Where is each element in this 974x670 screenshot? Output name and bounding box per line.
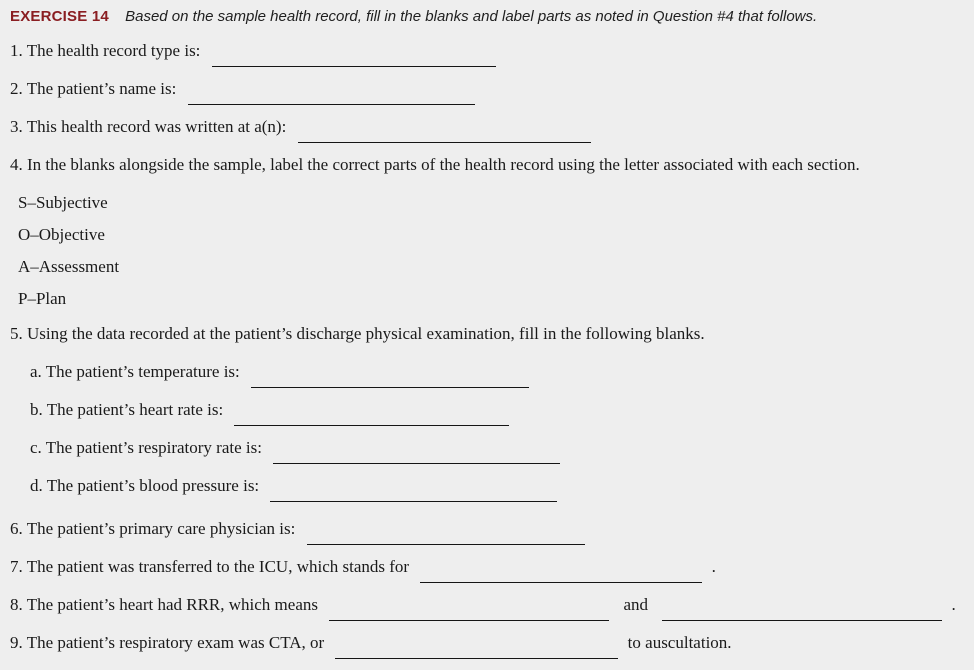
question-4 bbox=[10, 154, 964, 176]
question-3-text: 3. This health record was written at a(n): bbox=[10, 117, 287, 136]
question-5c bbox=[30, 437, 964, 459]
question-2 bbox=[10, 78, 964, 100]
question-5b bbox=[30, 399, 964, 421]
question-6-text: 6. The patient’s primary care physician is: bbox=[10, 519, 296, 538]
question-3 bbox=[10, 116, 964, 138]
question-8-suffix: . bbox=[951, 595, 956, 614]
question-3-answer-blank[interactable] bbox=[298, 128, 591, 143]
question-8-middle-text: and bbox=[623, 595, 649, 614]
question-1-text: 1. The health record type is: bbox=[10, 41, 201, 60]
question-9-text: 9. The patient’s respiratory exam was CTA, or bbox=[10, 633, 325, 652]
question-5-subitems bbox=[10, 361, 964, 497]
exercise-instructions: Based on the sample health record, fill in the blanks and label parts as noted in Question #4 that follows. bbox=[125, 8, 818, 25]
question-5d-answer-blank[interactable] bbox=[270, 487, 557, 502]
question-2-text: 2. The patient’s name is: bbox=[10, 79, 177, 98]
soap-key-objective: O–Objective bbox=[18, 225, 105, 244]
exercise-header bbox=[10, 7, 964, 27]
soap-key-plan: P–Plan bbox=[18, 289, 67, 308]
question-9 bbox=[10, 632, 964, 654]
question-7-text: 7. The patient was transferred to the ICU, which stands for bbox=[10, 557, 410, 576]
question-8 bbox=[10, 594, 964, 616]
question-5-text: 5. Using the data recorded at the patient’s discharge physical examination, fill in the following blanks. bbox=[10, 324, 705, 343]
soap-key-list bbox=[10, 192, 964, 310]
question-5c-text: c. The patient’s respiratory rate is: bbox=[30, 438, 262, 457]
soap-key-assessment: A–Assessment bbox=[18, 257, 120, 276]
question-5d-text: d. The patient’s blood pressure is: bbox=[30, 476, 260, 495]
question-8-answer-blank-1[interactable] bbox=[329, 606, 609, 621]
question-5d bbox=[30, 475, 964, 497]
question-5a-answer-blank[interactable] bbox=[251, 373, 529, 388]
question-6 bbox=[10, 518, 964, 540]
exercise-label: EXERCISE 14 bbox=[10, 8, 109, 25]
question-4-text: 4. In the blanks alongside the sample, label the correct parts of the health record using the letter associated with each section. bbox=[10, 155, 860, 174]
question-5a-text: a. The patient’s temperature is: bbox=[30, 362, 240, 381]
question-5b-text: b. The patient’s heart rate is: bbox=[30, 400, 224, 419]
question-8-text: 8. The patient’s heart had RRR, which means bbox=[10, 595, 318, 614]
question-7-suffix: . bbox=[711, 557, 716, 576]
question-5c-answer-blank[interactable] bbox=[273, 449, 560, 464]
question-5b-answer-blank[interactable] bbox=[234, 411, 509, 426]
question-7-answer-blank[interactable] bbox=[420, 568, 702, 583]
soap-key-subjective: S–Subjective bbox=[18, 193, 108, 212]
question-9-suffix: to auscultation. bbox=[627, 633, 732, 652]
question-1-answer-blank[interactable] bbox=[212, 52, 496, 67]
question-8-answer-blank-2[interactable] bbox=[662, 606, 942, 621]
question-5 bbox=[10, 323, 964, 345]
question-2-answer-blank[interactable] bbox=[188, 90, 475, 105]
question-5a bbox=[30, 361, 964, 383]
question-6-answer-blank[interactable] bbox=[307, 530, 585, 545]
question-9-answer-blank[interactable] bbox=[335, 644, 618, 659]
question-1 bbox=[10, 40, 964, 62]
question-7 bbox=[10, 556, 964, 578]
